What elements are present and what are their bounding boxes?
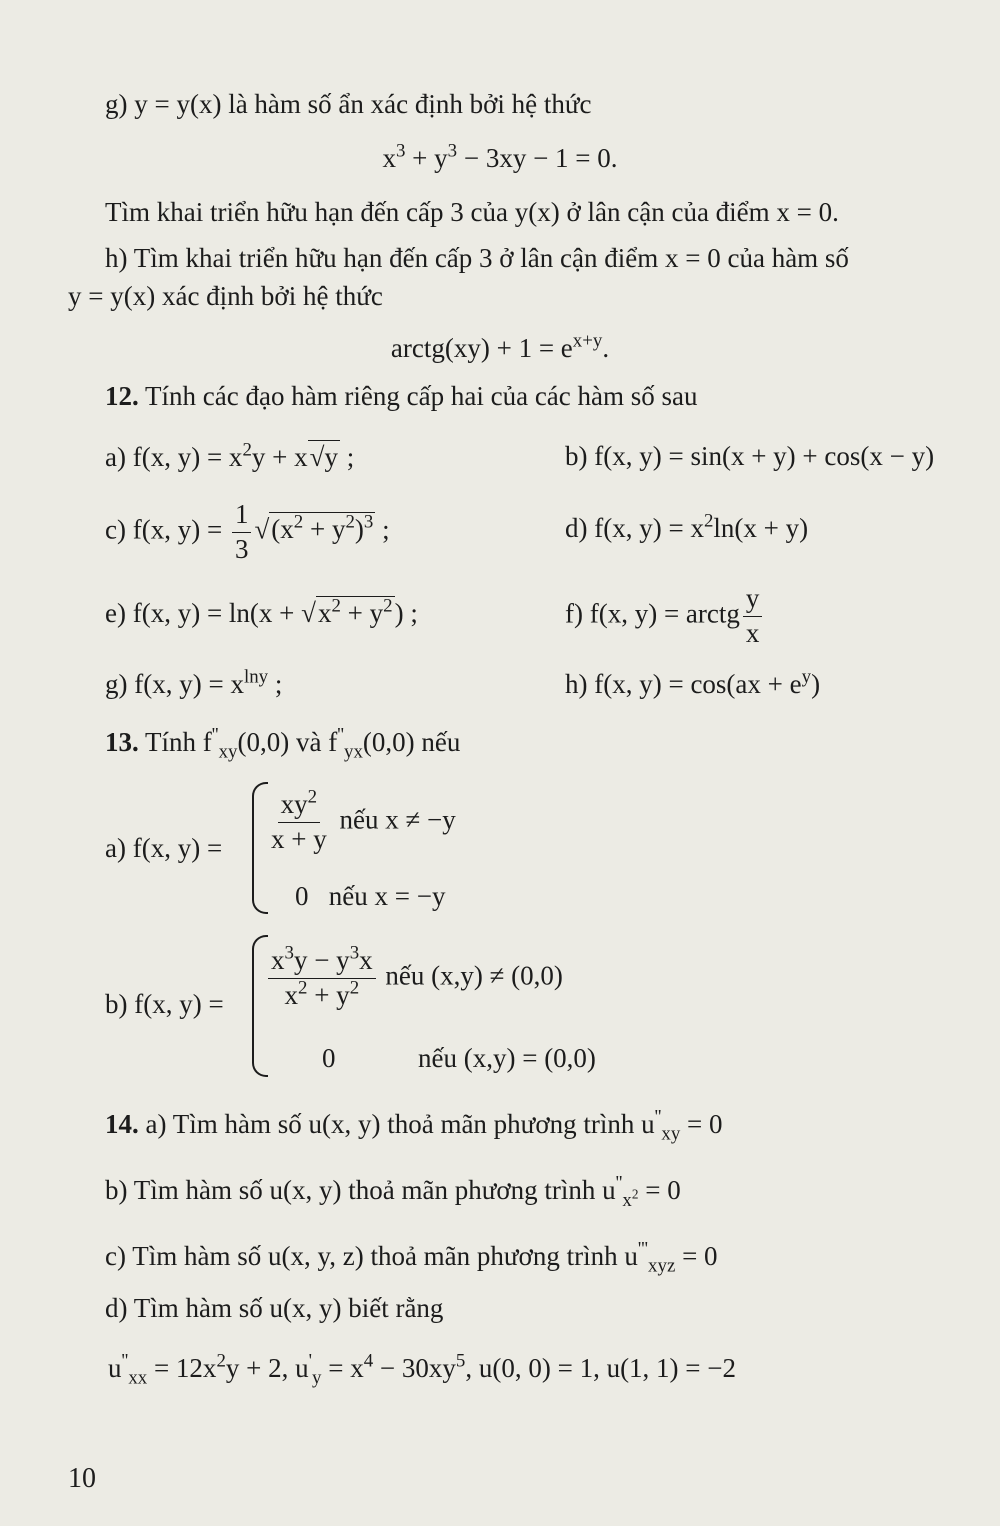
- ex14-a-text: a) Tìm hàm số u(x, y) thoả mãn phương trình: [145, 1109, 635, 1139]
- ex12-heading: [105, 380, 698, 412]
- ex14-d: d) Tìm hàm số u(x, y) biết rằng: [105, 1293, 444, 1323]
- ex13-number: 13.: [105, 727, 139, 757]
- ex13-title-c: nếu: [421, 727, 461, 757]
- ex13-a-cond-eq: nếu x = −y: [328, 881, 446, 911]
- ex11-h-line2: y = y(x) xác định bởi hệ thức: [68, 281, 383, 311]
- ex11-g-task: Tìm khai triển hữu hạn đến cấp 3 của y(x) ở lân cận của điểm x = 0.: [105, 197, 839, 227]
- ex11-h-equation: arctg(xy) + $1 = e^{x+y}$.: [390, 330, 610, 363]
- ex13-b-case1: $\frac{x^3y - y^3x}{x^2 + y^2}$ nếu (x,y) ≠ (0,0): [265, 944, 563, 1013]
- ex12-f: f) f(x, y) = arctg $\frac{y}{x}$: [565, 582, 765, 651]
- ex13-title-b: và: [295, 727, 322, 757]
- ex12-c: c) f(x, y) = $\frac{1}{3}$ $√(x^2 + y^2)^3$ ;: [105, 499, 390, 564]
- ex11-h-line1: h) Tìm khai triển hữu hạn đến cấp 3 ở lân cận điểm x = 0 của hàm số: [105, 243, 849, 273]
- ex12-b: b) f(x, y) = sin(x + y) + cos(x − y): [565, 441, 935, 471]
- ex13-b-cond-eq: nếu (x,y) = (0,0): [418, 1043, 596, 1073]
- ex11-g-equation: $x^3 + y^3 - 3xy - 1 = 0$.: [382, 140, 618, 173]
- ex12-e: e) f(x, $y) = \ln(x + √x^2 + y^2)$ ;: [105, 595, 418, 628]
- ex12-number: 12.: [105, 381, 139, 411]
- ex13-b-cond-ne: nếu (x,y) ≠ (0,0): [385, 960, 563, 991]
- ex13-heading: 13. Tính $f''_{xy}(0,0)$ và $f''_{yx}(0,0)$ nếu: [105, 724, 461, 763]
- ex12-title: Tính các đạo hàm riêng cấp hai của các hàm số sau: [145, 381, 698, 411]
- ex12-d: d) f(x, $y) = x^2\ln(x + y)$: [565, 510, 809, 543]
- page-number: 10: [68, 1463, 96, 1494]
- ex14-a: 14. a) Tìm hàm số u(x, y) thoả mãn phương trình $u''_{xy} = 0$: [105, 1106, 723, 1145]
- ex14-c: c) Tìm hàm số u(x, y, z) thoả mãn phương trình $u'''_{xyz} = 0$: [105, 1238, 718, 1277]
- ex12-h: h) f(x, $y) = \cos(ax + e^y)$: [565, 666, 821, 699]
- ex11-g-intro: g) y = y(x) là hàm số ẩn xác định bởi hệ thức: [105, 89, 592, 119]
- ex14-b-text: b) Tìm hàm số u(x, y) thoả mãn phương trình: [105, 1175, 596, 1205]
- ex13-a-case2: 0 nếu x = −y: [295, 881, 446, 911]
- ex14-d-conditions: $u''_{xx} = 12x^2y + 2$, $u'_y = x^4 - 30xy^5$, u(0, 0) = 1, u(1, 1) = −2: [108, 1350, 737, 1389]
- ex13-a-case1: $\frac{xy^2}{x + y}$ nếu x ≠ −y: [271, 786, 456, 854]
- ex13-a-label: a) f(x, y) =: [105, 833, 223, 863]
- ex14-c-text: c) Tìm hàm số u(x, y, z) thoả mãn phương trình: [105, 1241, 618, 1271]
- ex12-a: a) f(x, $y) = x^2y + x√y$ ;: [105, 439, 355, 472]
- ex12-g: g) f(x, $y) = x^{lny}$ ;: [105, 666, 283, 699]
- ex13-a-cond-ne: nếu x ≠ −y: [339, 804, 456, 835]
- ex14-number: 14.: [105, 1109, 139, 1139]
- ex13-b-case2: 0: [322, 1043, 336, 1073]
- ex13-b-label: b) f(x, y) =: [105, 989, 224, 1019]
- ex13-title-a: Tính: [145, 727, 197, 757]
- ex14-b: b) Tìm hàm số u(x, y) thoả mãn phương trình $u''_{x^2} = 0$: [105, 1172, 681, 1211]
